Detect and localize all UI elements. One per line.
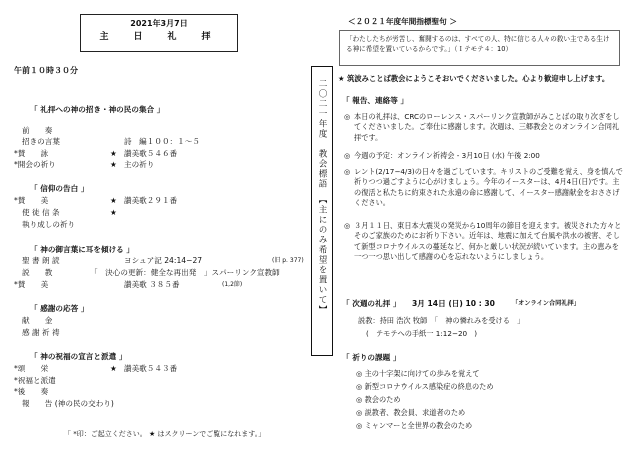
circle-bullet-icon: ◎ — [356, 395, 365, 404]
order-item — [0, 376, 300, 387]
order-item — [0, 126, 300, 137]
order-item-note: (旧 p. 377) — [272, 257, 304, 264]
order-item-text: 讃美歌 ３８５番 — [124, 280, 180, 289]
order-item-label: *賛 美 — [14, 196, 49, 205]
report-item: ◎ 今週の予定：オンライン祈祷会 - 3月10日 (水) 午後 2:00 — [344, 151, 540, 160]
report-item: ◎ 本日の礼拝は、CRCのローレンス・スパーリンク宣教師がみことばの取り次ぎをしてくださいました。ご奉仕に感謝します。次週は、三郷教会とのオンライン合同礼拝です。 — [344, 112, 620, 142]
section-heading — [0, 105, 300, 116]
church-motto-vertical-text: 二〇二一年度 教会標語 【主にのみ希望を置いて】 — [317, 79, 327, 315]
circle-bullet-icon: ◎ — [356, 421, 365, 430]
prayer-item: ◎ 主の十字架に向けての歩みを覚えて — [356, 369, 480, 378]
service-date-box — [80, 14, 238, 52]
welcome-message: ★ 筑波みことば教会にようこそおいでくださいました。心より歓迎申し上げます。 — [338, 74, 610, 83]
report-item: ◎ ３月１１日、東日本大震災の発災から10周年の節目を迎えます。被災された方々とそのご家族のためにお祈り下さい。近年は、地震に加えて台風や洪水の被害、そして新型コロナウイルスの蔓延など、何かと厳しい状況が続いています。主の恵みを一つ一つ思い出して感謝の心を忘れないようにしましょう。 — [344, 221, 622, 262]
motto-verse: 「わたしたちが労苦し、奮闘するのは、すべての人、特に信じる人々の救い主である生ける神に希望を置いているからです。」（Ｉテモテ４：10） — [339, 30, 620, 66]
order-item — [0, 328, 300, 339]
prayer-item: ◎ ミャンマーと全世界の教会のため — [356, 421, 473, 430]
order-item-label: 聖 書 朗 読 — [22, 256, 60, 265]
church-motto-vertical-box — [311, 66, 333, 356]
circle-bullet-icon: ◎ — [344, 151, 351, 160]
order-item-label: 献 金 — [22, 316, 53, 325]
footnote: 「 *印：ご起立ください。 ★ はスクリーンでご覧になれます。」 — [64, 430, 266, 438]
order-item-label: *開会の祈り — [14, 160, 56, 169]
order-item-text: 主の祈り — [124, 160, 155, 169]
order-item — [0, 256, 304, 267]
star-icon: ★ — [110, 208, 117, 217]
section-heading-text: 「 神の祝福の宣言と派遣 」 — [30, 352, 127, 361]
order-item-label: *賛 美 — [14, 280, 49, 289]
order-item — [0, 149, 300, 160]
section-heading — [0, 304, 300, 315]
order-item — [0, 268, 300, 279]
next-service-online: 「オンライン合同礼拝」 — [512, 300, 580, 307]
prayer-item: ◎ 説教者、教会員、求道者のため — [356, 408, 466, 417]
next-service-scripture: ( テモテへの手紙一 1:12−20 ) — [366, 329, 478, 338]
order-item-label: *後 奏 — [14, 387, 49, 396]
star-icon: ★ — [110, 196, 117, 205]
order-item-label: *頌 栄 — [14, 364, 49, 373]
order-item — [0, 208, 300, 219]
circle-bullet-icon: ◎ — [356, 408, 365, 417]
order-item — [0, 280, 300, 291]
order-item-label: *祝福と派遣 — [14, 376, 56, 385]
circle-bullet-icon: ◎ — [344, 112, 351, 121]
order-item — [0, 137, 300, 148]
next-service-sermon: 説教：持田 浩次 牧師 「 神の憐れみを受ける 」 — [358, 316, 525, 325]
next-service-datetime: 3月 14日 (日) 10 : 30 — [412, 299, 495, 308]
order-item-text: 讃美歌５４３番 — [124, 364, 178, 373]
order-item-text: ヨシュア記 24:14−27 — [124, 256, 203, 265]
circle-bullet-icon: ◎ — [356, 369, 365, 378]
next-service-label: 「 次週の礼拝 」 — [342, 299, 401, 308]
order-item-label: 報 告 (神の民の交わり) — [22, 399, 114, 408]
section-heading — [0, 352, 300, 363]
order-item-label: 説 教 — [22, 268, 53, 277]
order-item-label: 使 徒 信 条 — [22, 208, 60, 217]
order-item-label: 前 奏 — [22, 126, 53, 135]
order-item-label: 感 謝 祈 祷 — [22, 328, 60, 337]
order-item — [0, 196, 300, 207]
star-icon: ★ — [110, 160, 117, 169]
section-heading-text: 「 信仰の告白 」 — [30, 184, 89, 193]
service-date: 2021年3月7日 — [130, 19, 188, 28]
motto-title: ＜２０２１年度年間指標聖句 ＞ — [348, 17, 457, 26]
order-item — [0, 220, 300, 231]
order-item-text: 讃美歌５４６番 — [124, 149, 178, 158]
section-heading-text: 「 感謝の応答 」 — [30, 304, 89, 313]
order-item-note: (1,2節) — [222, 281, 243, 288]
order-item-label: *賛 詠 — [14, 149, 49, 158]
prayer-item: ◎ 教会のため — [356, 395, 401, 404]
circle-bullet-icon: ◎ — [344, 221, 351, 230]
order-item-label: 招きの言葉 — [22, 137, 60, 146]
order-item — [0, 399, 300, 410]
order-item — [0, 364, 300, 375]
order-item — [0, 387, 300, 398]
service-time: 午前１０時３０分 — [14, 66, 78, 75]
star-icon: ★ — [110, 364, 117, 373]
circle-bullet-icon: ◎ — [344, 167, 351, 176]
order-item-label: 執り成しの祈り — [22, 220, 76, 229]
star-icon: ★ — [110, 149, 117, 158]
reports-title: 「 報告、連絡等 」 — [342, 96, 409, 105]
section-heading — [0, 184, 300, 195]
order-item — [0, 160, 300, 171]
prayer-item: ◎ 新型コロナウイルス感染症の終息のため — [356, 382, 494, 391]
section-heading-text: 「 神の御言葉に耳を傾ける 」 — [30, 245, 135, 254]
order-item — [0, 316, 300, 327]
order-item-text: 詩 編１００：１～５ — [124, 137, 200, 146]
section-heading — [0, 245, 300, 256]
order-item-text: 讃美歌２９１番 — [124, 196, 178, 205]
report-item: ◎ レント(2/17−4/3)の日々を過ごしています。キリストのご受難を覚え、身を慎んで祈りつつ過ごすように心がけましょう。今年のイースターは、4月4日(日)です。主の復活と私たちに約束された永遠の命に感謝して、イースター感謝献金をおささげください。 — [344, 167, 623, 208]
section-heading-text: 「 礼拝への神の招き・神の民の集合 」 — [30, 105, 165, 114]
prayer-title: 「 祈りの課題 」 — [342, 353, 401, 362]
service-title: 主 日 礼 拝 — [99, 32, 219, 42]
circle-bullet-icon: ◎ — [356, 382, 365, 391]
order-item-text: 「 決心の更新：健全な再出発 」スパーリンク宣教師 — [90, 268, 280, 277]
